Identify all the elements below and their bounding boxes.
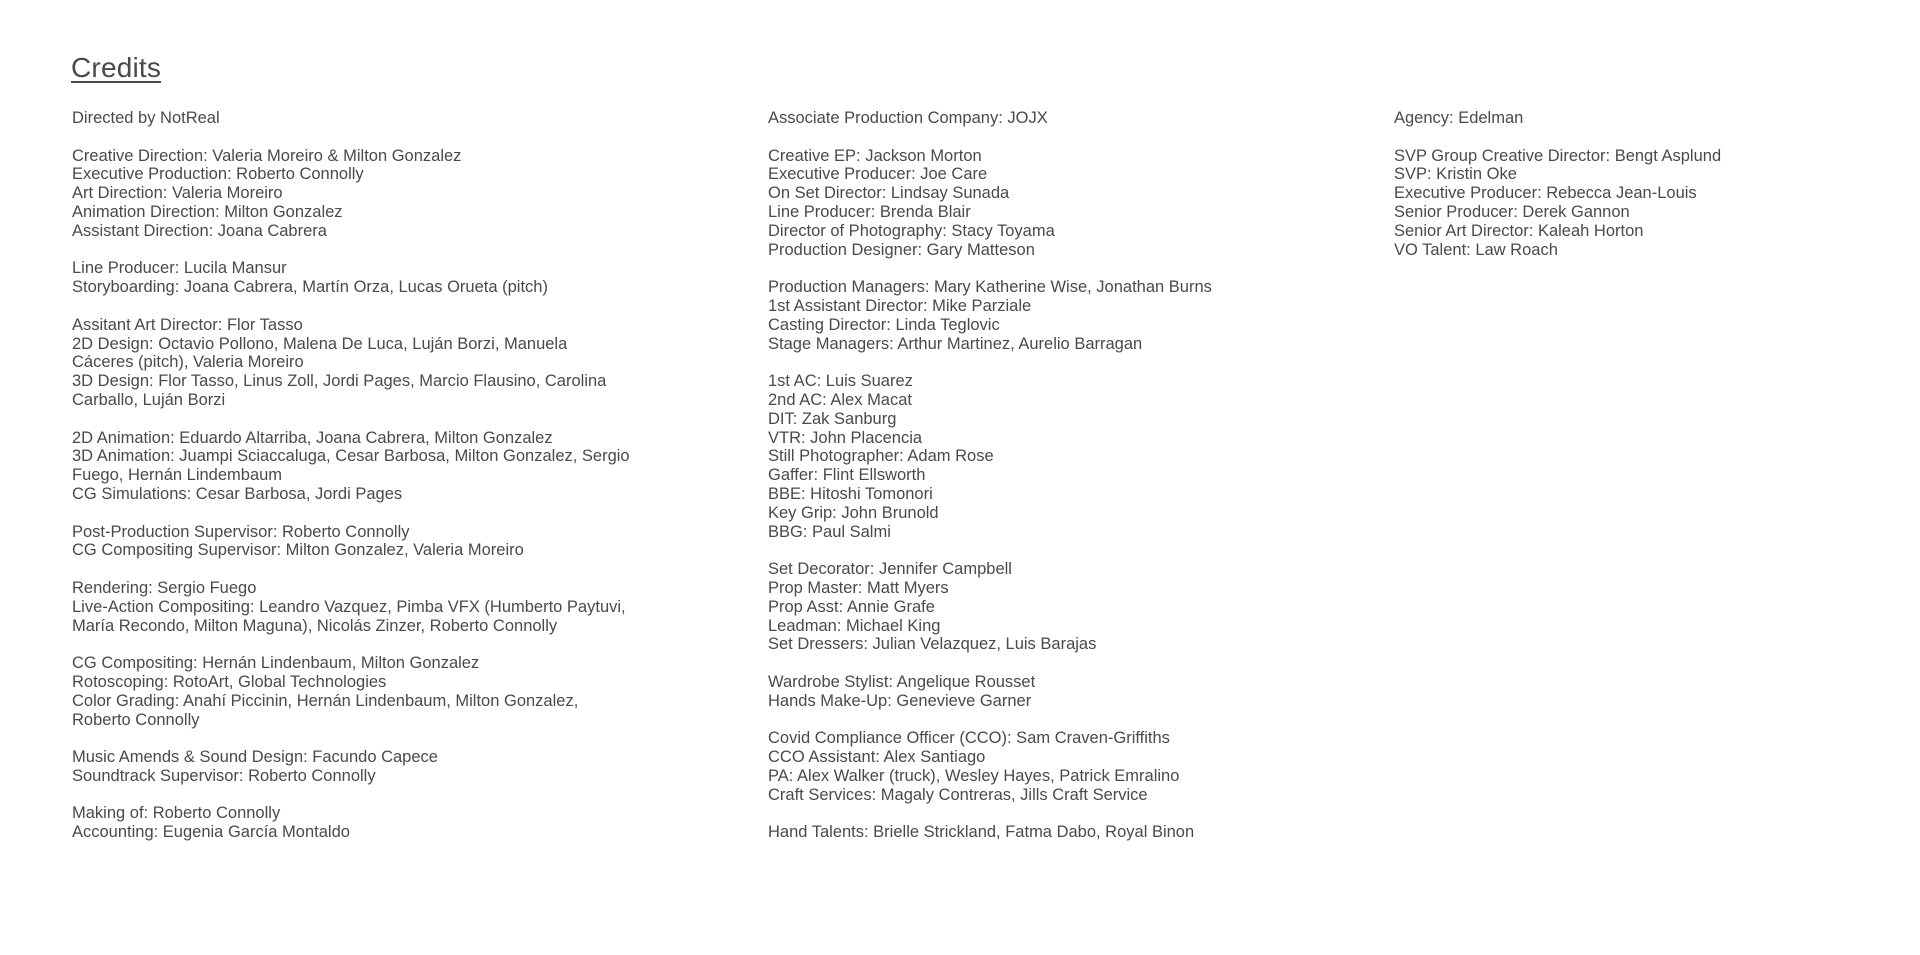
credit-line: Wardrobe Stylist: Angelique Rousset: [768, 672, 1036, 691]
credit-line: CG Compositing: Hernán Lindenbaum, Milton Gonzalez: [72, 654, 480, 673]
credit-line: Agency: Edelman: [1394, 109, 1524, 127]
credit-line: BBE: Hitoshi Tomonori: [768, 484, 933, 503]
credits-column-1: [72, 109, 632, 861]
credit-line: CG Simulations: Cesar Barbosa, Jordi Pages: [72, 484, 403, 503]
credit-group: [768, 372, 1388, 541]
credit-line: Line Producer: Lucila Mansur: [72, 259, 287, 278]
credit-line: Creative EP: Jackson Morton: [768, 146, 982, 165]
credit-line: Prop Master: Matt Myers: [768, 578, 949, 597]
credits-column-3: [1394, 109, 1894, 278]
credit-line: Hands Make-Up: Genevieve Garner: [768, 691, 1032, 710]
credit-line: Post-Production Supervisor: Roberto Connolly: [72, 522, 410, 541]
credit-line: Hand Talents: Brielle Strickland, Fatma Dabo, Royal Binon: [768, 823, 1195, 842]
credit-line: Assitant Art Director: Flor Tasso: [72, 315, 303, 334]
credit-line: Key Grip: John Brunold: [768, 503, 939, 522]
credit-line: Rendering: Sergio Fuego: [72, 578, 257, 597]
credit-line: Senior Art Director: Kaleah Horton: [1394, 221, 1644, 240]
credit-line: 3D Design: Flor Tasso, Linus Zoll, Jordi Pages, Marcio Flausino, Carolina Carballo, Luján Borzi: [72, 372, 607, 409]
credit-line: Prop Asst: Annie Grafe: [768, 597, 935, 616]
credit-line: Color Grading: Anahí Piccinin, Hernán Lindenbaum, Milton Gonzalez, Roberto Connolly: [72, 691, 579, 729]
credit-line: Rotoscoping: RotoArt, Global Technologies: [72, 672, 387, 691]
credit-line: 2D Animation: Eduardo Altarriba, Joana Cabrera, Milton Gonzalez: [72, 428, 553, 447]
credit-group: [768, 560, 1388, 654]
credit-line: Associate Production Company: JOJX: [768, 109, 1048, 127]
page-title: Credits: [71, 52, 162, 83]
credit-group: [72, 654, 632, 729]
credit-line: 1st Assistant Director: Mike Parziale: [768, 296, 1032, 315]
credit-line: Craft Services: Magaly Contreras, Jills Craft Service: [768, 785, 1148, 804]
credit-line: Soundtrack Supervisor: Roberto Connolly: [72, 766, 376, 785]
credit-line: CCO Assistant: Alex Santiago: [768, 748, 986, 767]
credit-group: [768, 823, 1388, 842]
credit-line: Production Designer: Gary Matteson: [768, 240, 1035, 259]
credit-line: Creative Direction: Valeria Moreiro & Milton Gonzalez: [72, 146, 462, 165]
credit-line: 2D Design: Octavio Pollono, Malena De Luca, Luján Borzi, Manuela Cáceres (pitch), Valeria Moreiro: [72, 334, 568, 372]
credit-group: [768, 147, 1388, 260]
credit-line: Line Producer: Brenda Blair: [768, 202, 971, 221]
credit-group: [1394, 147, 1894, 260]
credit-group: [1394, 109, 1894, 128]
credit-group: [768, 729, 1388, 804]
credit-line: PA: Alex Walker (truck), Wesley Hayes, Patrick Emralino: [768, 766, 1180, 785]
credit-line: Art Direction: Valeria Moreiro: [72, 184, 283, 203]
credit-group: [72, 316, 632, 410]
credit-line: Senior Producer: Derek Gannon: [1394, 202, 1630, 221]
credit-line: Leadman: Michael King: [768, 616, 941, 635]
credit-line: Still Photographer: Adam Rose: [768, 447, 994, 466]
credit-group: [72, 109, 632, 128]
credit-line: Production Managers: Mary Katherine Wise, Jonathan Burns: [768, 278, 1212, 297]
credit-group: [72, 147, 632, 241]
credit-line: Directed by NotReal: [72, 109, 220, 127]
credit-line: VO Talent: Law Roach: [1394, 240, 1558, 259]
credit-group: [768, 673, 1388, 711]
credit-line: SVP: Kristin Oke: [1394, 165, 1517, 184]
credit-line: On Set Director: Lindsay Sunada: [768, 184, 1010, 203]
credit-group: [72, 579, 632, 635]
credit-group: [72, 429, 632, 504]
credit-line: DIT: Zak Sanburg: [768, 409, 897, 428]
credit-line: Storyboarding: Joana Cabrera, Martín Orza, Lucas Orueta (pitch): [72, 278, 548, 297]
credit-group: [72, 804, 632, 842]
credit-line: CG Compositing Supervisor: Milton Gonzalez, Valeria Moreiro: [72, 541, 524, 560]
credit-line: Stage Managers: Arthur Martinez, Aurelio Barragan: [768, 334, 1143, 353]
credit-line: Casting Director: Linda Teglovic: [768, 315, 1000, 334]
credit-line: SVP Group Creative Director: Bengt Asplund: [1394, 146, 1722, 165]
credit-line: 1st AC: Luis Suarez: [768, 372, 913, 391]
credit-line: 3D Animation: Juampi Sciaccaluga, Cesar Barbosa, Milton Gonzalez, Sergio Fuego, Hernán Lindembaum: [72, 447, 630, 485]
credit-line: Music Amends & Sound Design: Facundo Capece: [72, 748, 438, 767]
credit-line: Making of: Roberto Connolly: [72, 804, 281, 823]
credit-group: [72, 259, 632, 297]
credit-line: Executive Production: Roberto Connolly: [72, 165, 364, 184]
credit-line: Animation Direction: Milton Gonzalez: [72, 202, 343, 221]
credit-line: Set Dressers: Julian Velazquez, Luis Barajas: [768, 635, 1097, 654]
credit-line: BBG: Paul Salmi: [768, 522, 891, 541]
credit-line: Covid Compliance Officer (CCO): Sam Craven-Griffiths: [768, 729, 1170, 748]
credit-line: 2nd AC: Alex Macat: [768, 390, 912, 409]
credit-line: Executive Producer: Rebecca Jean-Louis: [1394, 184, 1697, 203]
credit-group: [72, 748, 632, 786]
credit-group: [768, 278, 1388, 353]
credit-line: Accounting: Eugenia García Montaldo: [72, 823, 350, 842]
credit-line: Assistant Direction: Joana Cabrera: [72, 221, 327, 240]
credit-line: VTR: John Placencia: [768, 428, 923, 447]
credit-line: Gaffer: Flint Ellsworth: [768, 466, 926, 485]
credit-line: Executive Producer: Joe Care: [768, 165, 988, 184]
credit-line: Director of Photography: Stacy Toyama: [768, 221, 1055, 240]
credit-group: [72, 523, 632, 561]
credit-group: [768, 109, 1388, 128]
credit-line: Live-Action Compositing: Leandro Vazquez, Pimba VFX (Humberto Paytuvi, María Recondo, Milton Maguna), Nicolás Zinzer, Roberto Connolly: [72, 597, 626, 635]
credit-line: Set Decorator: Jennifer Campbell: [768, 560, 1012, 579]
credits-column-2: [768, 109, 1388, 861]
